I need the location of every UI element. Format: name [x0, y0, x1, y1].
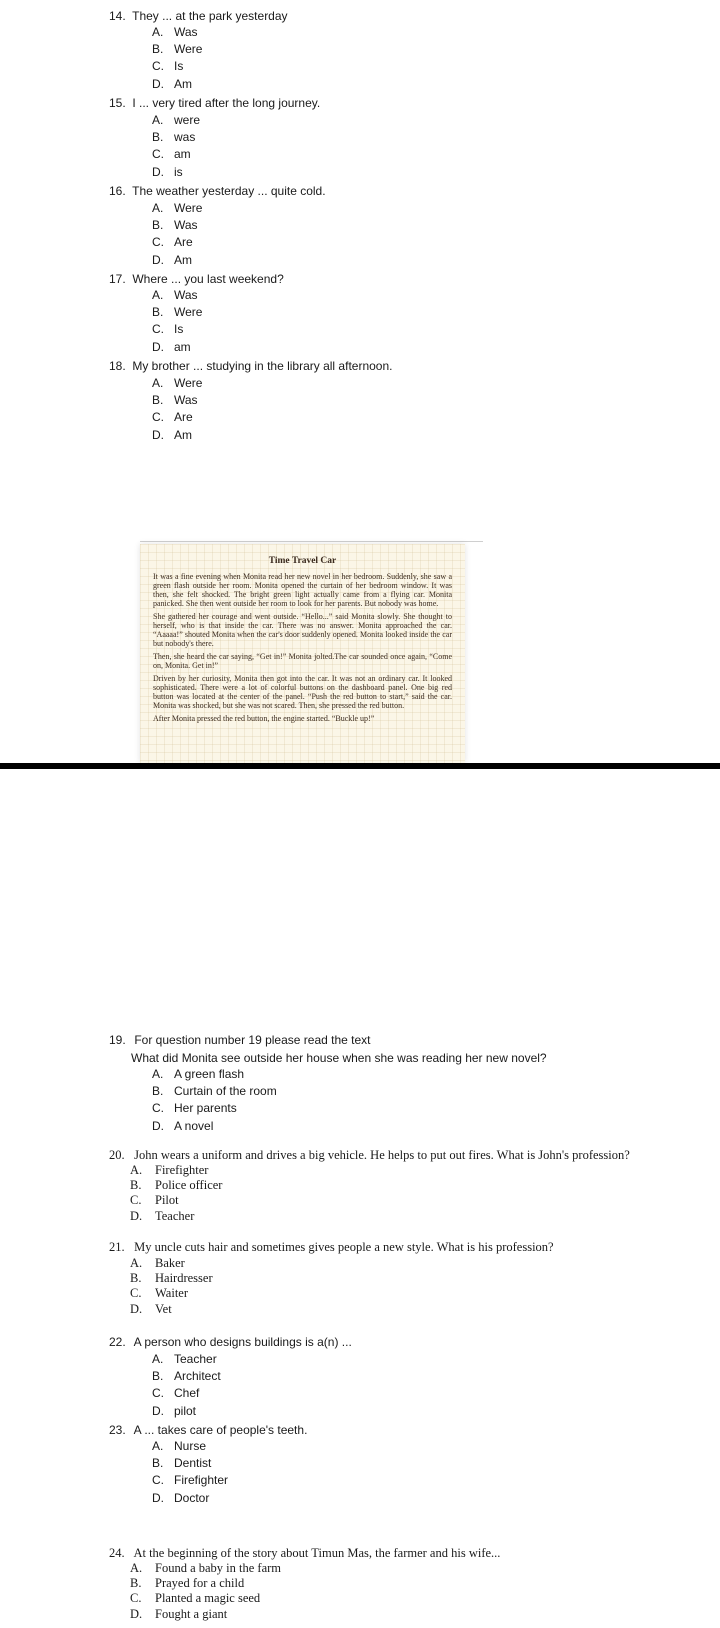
story-paragraph: Driven by her curiosity, Monita then got into the car. It was not an ordinary car. It looked sophisticated. There were a lot of colorful buttons on the dashboard panel. One big red button was located at the center of the panel. “Push the red button to start,” said the car. Monita was shocked, but she was not scared. Then, she pressed the red button.: [153, 674, 452, 710]
options-19: [152, 1066, 277, 1135]
question-19-subtext: What did Monita see outside her house when she was reading her new novel?: [131, 1051, 547, 1065]
option-a[interactable]: A. Teacher: [152, 1352, 217, 1366]
option-c[interactable]: C. Are: [152, 235, 193, 250]
option-a[interactable]: A. Found a baby in the farm: [130, 1561, 282, 1575]
question-14: [109, 8, 288, 24]
option-c[interactable]: C. Chef: [152, 1386, 200, 1401]
option-a[interactable]: A. Was: [152, 288, 198, 302]
options-20: [130, 1163, 222, 1224]
options-16: [152, 200, 202, 269]
question-21: [109, 1239, 554, 1255]
question-number: 17.: [109, 272, 126, 286]
option-c[interactable]: C. Are: [152, 410, 193, 425]
option-c[interactable]: C. Firefighter: [152, 1473, 229, 1488]
story-paragraph: After Monita pressed the red button, the engine started. “Buckle up!”: [153, 714, 375, 723]
question-22: [109, 1334, 352, 1350]
options-15: [152, 112, 200, 181]
options-18: [152, 375, 202, 444]
option-c[interactable]: C. Is: [152, 322, 184, 337]
options-14: [152, 24, 202, 93]
option-c[interactable]: C. am: [152, 147, 191, 162]
option-d[interactable]: D. Doctor: [152, 1490, 210, 1505]
question-text: John wears a uniform and drives a big vehicle. He helps to put out fires. What is John's profession?: [134, 1148, 630, 1162]
option-a[interactable]: A. Were: [152, 376, 203, 390]
story-paragraph: Then, she heard the car saying, “Get in!” Monita jolted.The car sounded once again, “Come on, Monita. Get in!”: [153, 652, 452, 670]
question-number: 18.: [109, 359, 126, 373]
question-text: For question number 19 please read the text: [134, 1033, 371, 1047]
option-c[interactable]: C. Her parents: [152, 1101, 237, 1116]
question-number: 14.: [109, 9, 126, 23]
option-a[interactable]: A. Nurse: [152, 1439, 207, 1453]
option-b[interactable]: B. Were: [152, 42, 203, 57]
option-a[interactable]: A. Were: [152, 201, 203, 215]
question-23: [109, 1422, 307, 1438]
option-c[interactable]: C. Waiter: [130, 1286, 189, 1301]
image-border: [140, 541, 483, 542]
question-number: 20.: [109, 1148, 125, 1162]
option-d[interactable]: D. am: [152, 339, 191, 354]
option-b[interactable]: B. Police officer: [130, 1178, 223, 1193]
options-22: [152, 1351, 221, 1420]
option-d[interactable]: D. Am: [152, 427, 192, 442]
option-b[interactable]: B. Prayed for a child: [130, 1576, 245, 1591]
option-b[interactable]: B. Were: [152, 305, 203, 320]
options-24: [130, 1561, 281, 1622]
option-b[interactable]: B. Was: [152, 218, 198, 233]
options-23: [152, 1438, 228, 1507]
option-b[interactable]: B. Hairdresser: [130, 1271, 213, 1286]
option-b[interactable]: B. Dentist: [152, 1456, 212, 1471]
question-17: [109, 271, 284, 287]
option-d[interactable]: D. pilot: [152, 1403, 197, 1418]
option-a[interactable]: A. Was: [152, 25, 198, 39]
question-text: My brother ... studying in the library all afternoon.: [132, 359, 393, 373]
question-text: A ... takes care of people's teeth.: [133, 1423, 308, 1437]
story-paragraph: She gathered her courage and went outside. “Hello...” said Monita slowly. She thought to herself, who is that inside the car. There was no answer. Monita approached the car. “Aaaaa!” shouted Monita when the car's door suddenly opened. Monita looked inside the car but nobody's there.: [153, 612, 452, 648]
question-15: [109, 95, 320, 111]
option-d[interactable]: D. Am: [152, 252, 192, 267]
page-divider: [0, 763, 720, 769]
option-d[interactable]: D. Am: [152, 76, 192, 91]
reading-passage-image: [140, 544, 465, 763]
option-d[interactable]: D. is: [152, 164, 183, 179]
option-b[interactable]: B. Was: [152, 393, 198, 408]
option-a[interactable]: A. Baker: [130, 1256, 185, 1270]
option-d[interactable]: D. Vet: [130, 1301, 172, 1316]
option-a[interactable]: A. were: [152, 113, 201, 127]
question-number: 19.: [109, 1033, 126, 1047]
option-d[interactable]: D. A novel: [152, 1118, 214, 1133]
question-number: 22.: [109, 1335, 126, 1349]
option-a[interactable]: A. A green flash: [152, 1067, 245, 1081]
question-text: A person who designs buildings is a(n) ...: [133, 1335, 352, 1349]
options-17: [152, 287, 202, 356]
option-c[interactable]: C. Planted a magic seed: [130, 1591, 261, 1606]
option-b[interactable]: B. Curtain of the room: [152, 1084, 277, 1099]
story-title: Time Travel Car: [268, 556, 337, 566]
option-a[interactable]: A. Firefighter: [130, 1163, 209, 1177]
option-b[interactable]: B. was: [152, 130, 196, 145]
question-number: 23.: [109, 1423, 126, 1437]
question-text: At the beginning of the story about Timun Mas, the farmer and his wife...: [133, 1546, 501, 1560]
question-number: 15.: [109, 96, 126, 110]
question-18: [109, 358, 392, 374]
option-c[interactable]: C. Is: [152, 59, 184, 74]
question-20: [109, 1147, 630, 1163]
options-21: [130, 1256, 213, 1317]
question-number: 16.: [109, 184, 126, 198]
question-number: 21.: [109, 1240, 125, 1254]
question-text: I ... very tired after the long journey.: [132, 96, 321, 110]
question-text: Where ... you last weekend?: [132, 272, 284, 286]
question-text: The weather yesterday ... quite cold.: [132, 184, 326, 198]
question-24: [109, 1545, 500, 1561]
option-d[interactable]: D. Fought a giant: [130, 1606, 228, 1621]
story-paragraph: It was a fine evening when Monita read her new novel in her bedroom. Suddenly, she saw a green flash outside her room. Monita opened the curtain of her bedroom window. It was then, she felt shocked. The bright green light actually came from a flying car. Monita panicked. She then went outside her room to look for her parents. But nobody was home.: [153, 572, 452, 608]
question-text: They ... at the park yesterday: [132, 9, 288, 23]
question-number: 24.: [109, 1546, 125, 1560]
option-c[interactable]: C. Pilot: [130, 1193, 179, 1208]
option-b[interactable]: B. Architect: [152, 1369, 221, 1384]
option-d[interactable]: D. Teacher: [130, 1208, 195, 1223]
question-19: [109, 1032, 371, 1048]
question-text: My uncle cuts hair and sometimes gives people a new style. What is his profession?: [134, 1240, 554, 1254]
question-16: [109, 183, 326, 199]
